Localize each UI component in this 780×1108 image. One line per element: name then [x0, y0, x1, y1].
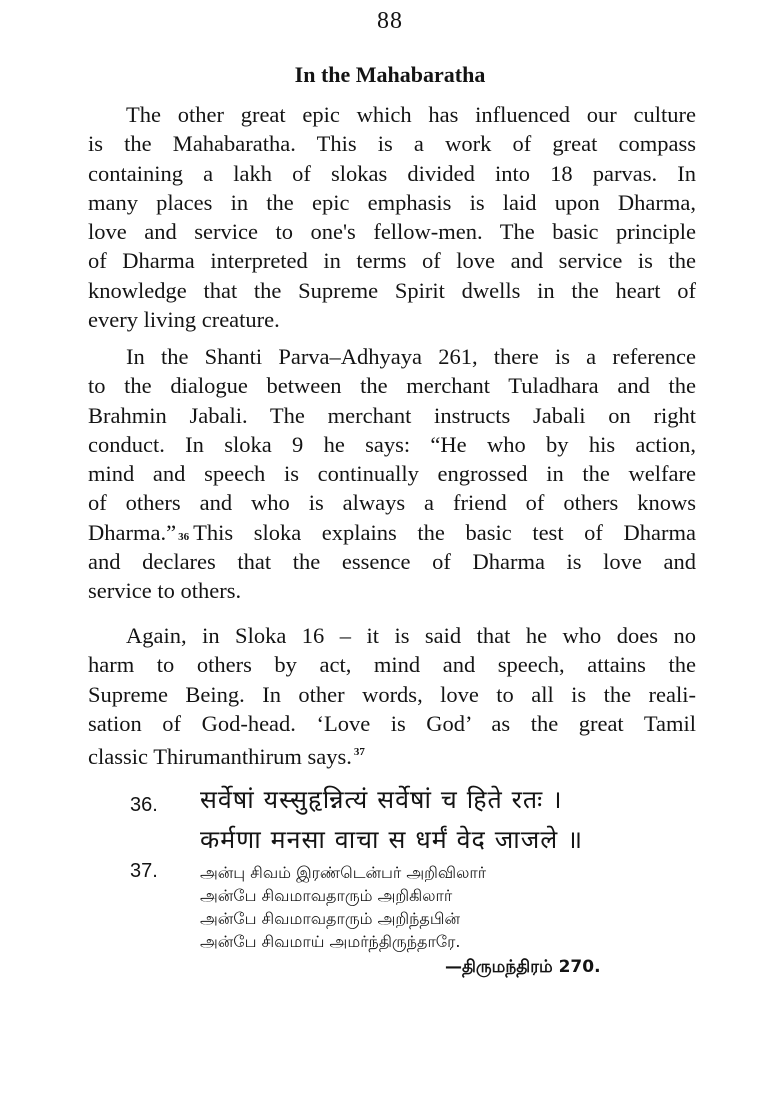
footnote-37 — [130, 860, 710, 985]
text-line: containing a lakh of slokas divided into 18 parvas. In — [88, 160, 696, 186]
sanskrit-verse-line: सर्वेषां यस्सुहृन्नित्यं सर्वेषां च हिते रतः । — [200, 785, 563, 814]
tamil-verse-line: அன்பே சிவமாய் அமர்ந்திருந்தாரே. — [200, 932, 461, 951]
text-line: many places in the epic emphasis is laid upon Dharma, — [88, 189, 696, 215]
quote-end: Dharma.” — [88, 519, 177, 545]
text-line: is the Mahabaratha. This is a work of great compass — [88, 131, 696, 157]
text-segment: classic Thirumanthirum says. — [88, 744, 352, 770]
text-line: Again, in Sloka 16 – it is said that he who does no — [126, 623, 696, 648]
footnote-36 — [130, 780, 710, 854]
paragraph-2 — [88, 342, 696, 606]
text-line: of others and who is always a friend of others knows — [88, 490, 696, 516]
footnote-number: 36. — [130, 794, 158, 816]
section-heading: In the Mahabaratha — [294, 62, 486, 87]
paragraph-1 — [88, 100, 696, 334]
text-line: harm to others by act, mind and speech, attains the — [88, 652, 696, 678]
paragraph-3 — [88, 621, 696, 770]
footnote-ref-37: 37 — [353, 746, 365, 759]
tamil-verse-line: அன்பே சிவமாவதாரும் அறிகிலார் — [200, 886, 453, 905]
text-line: In the Shanti Parva–Adhyaya 261, there is a reference — [126, 344, 696, 369]
text-segment: This sloka explains the basic test of Dharma — [193, 519, 696, 545]
text-line: conduct. In sloka 9 he says: “He who by his action, — [88, 431, 696, 457]
text-line: knowledge that the Supreme Spirit dwells in the heart of — [88, 277, 696, 303]
footnote-number: 37. — [130, 860, 158, 882]
text-line: and declares that the essence of Dharma is love and — [88, 549, 696, 575]
text-line: sation of God-head. ‘Love is God’ as the great Tamil — [88, 710, 696, 736]
tamil-verse-line: அன்பு சிவம் இரண்டென்பர் அறிவிலார் — [200, 863, 487, 882]
text-line: every living creature. — [88, 307, 280, 333]
text-line: The other great epic which has influenced our culture — [126, 102, 696, 127]
text-line: service to others. — [88, 578, 242, 604]
tamil-verse-line: அன்பே சிவமாவதாரும் அறிந்தபின் — [200, 909, 460, 928]
text-line-with-footnote — [88, 518, 696, 547]
verse-attribution: —திருமந்திரம் 270. — [445, 957, 601, 977]
text-line: love and service to one's fellow-men. The basic principle — [88, 219, 696, 245]
text-line-with-footnote — [88, 738, 696, 770]
footnote-ref-36: 36 — [178, 530, 190, 543]
text-line: Supreme Being. In other words, love to all is the reali- — [88, 681, 696, 707]
sanskrit-verse-line: कर्मणा मनसा वाचा स धर्मं वेद जाजले ॥ — [200, 825, 584, 854]
text-line: mind and speech is continually engrossed in the welfare — [88, 461, 696, 487]
text-line: of Dharma interpreted in terms of love and service is the — [88, 248, 696, 274]
text-line: Brahmin Jabali. The merchant instructs Jabali on right — [88, 402, 696, 428]
page-number: 88 — [377, 8, 403, 34]
text-line: to the dialogue between the merchant Tuladhara and the — [88, 373, 696, 399]
